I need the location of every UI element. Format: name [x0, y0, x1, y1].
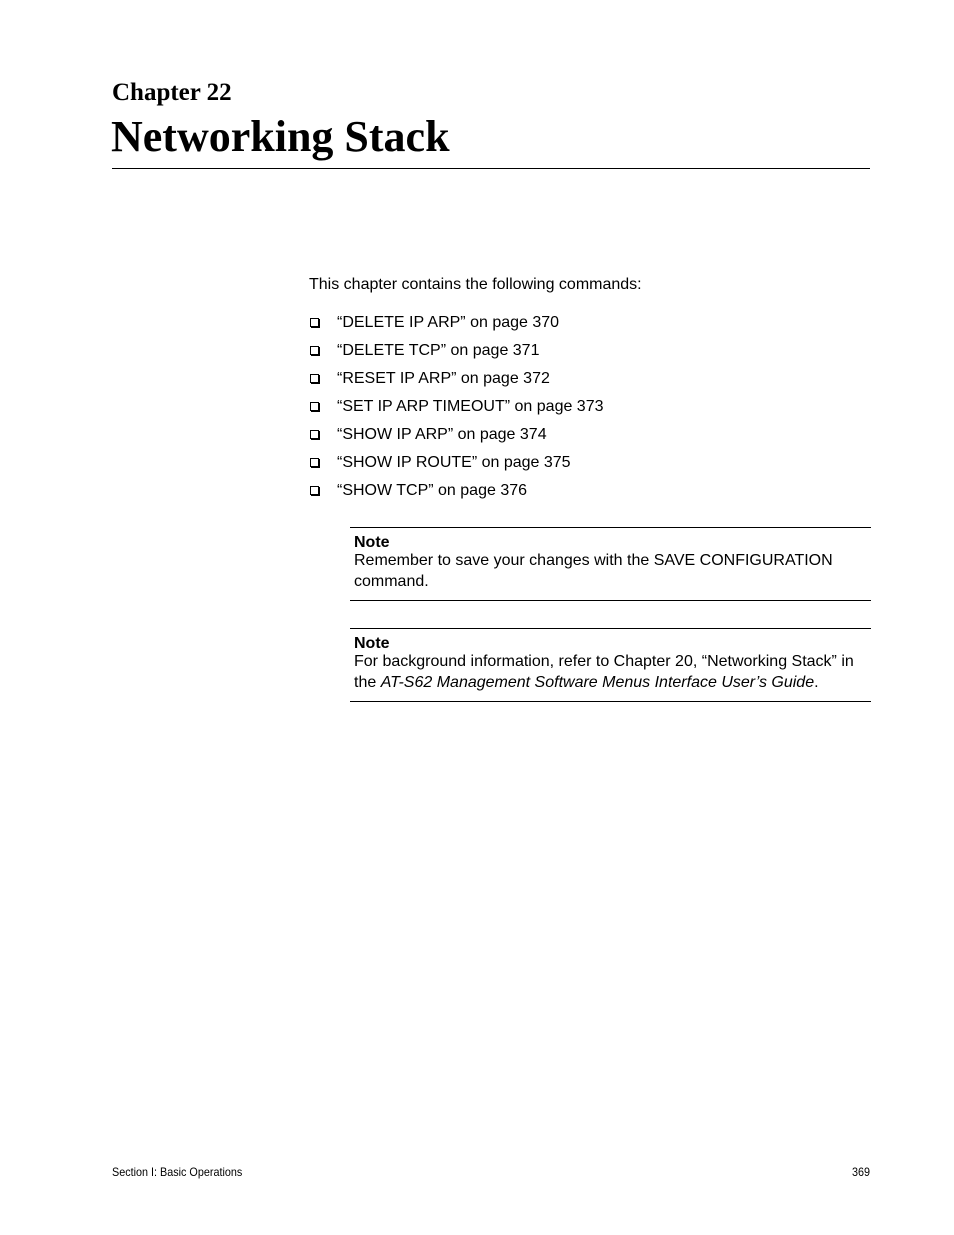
command-link[interactable]: “SHOW IP ROUTE” on page 375 [337, 454, 571, 471]
note-heading: Note [354, 635, 390, 652]
note-background-info [350, 628, 871, 702]
list-item[interactable] [309, 397, 604, 425]
list-item[interactable] [309, 313, 604, 341]
list-item[interactable] [309, 453, 604, 481]
chapter-title: Networking Stack [111, 112, 450, 161]
command-link[interactable]: “RESET IP ARP” on page 372 [337, 370, 550, 387]
note-body-text: For background information, refer to Chapter 20, “Networking Stack” in the [354, 653, 854, 691]
checkbox-bullet-icon [310, 458, 319, 467]
note-body: Remember to save your changes with the SAVE CONFIGURATION command. [354, 552, 833, 590]
note-heading: Note [354, 534, 390, 551]
checkbox-bullet-icon [310, 486, 319, 495]
note-body-end: . [814, 674, 819, 691]
title-rule [112, 168, 870, 169]
note-save-config [350, 527, 871, 601]
footer-section: Section I: Basic Operations [112, 1165, 243, 1179]
list-item[interactable] [309, 341, 604, 369]
checkbox-bullet-icon [310, 402, 319, 411]
command-link[interactable]: “SHOW IP ARP” on page 374 [337, 426, 547, 443]
list-item[interactable] [309, 481, 604, 509]
command-link[interactable]: “SET IP ARP TIMEOUT” on page 373 [337, 398, 604, 415]
chapter-label: Chapter 22 [112, 79, 232, 106]
intro-text: This chapter contains the following commands: [309, 276, 642, 293]
page-number: 369 [851, 1165, 870, 1179]
note-body [354, 651, 869, 693]
checkbox-bullet-icon [310, 318, 319, 327]
command-link[interactable]: “SHOW TCP” on page 376 [337, 482, 528, 499]
checkbox-bullet-icon [310, 346, 319, 355]
command-link[interactable]: “DELETE TCP” on page 371 [337, 342, 540, 359]
checkbox-bullet-icon [310, 430, 319, 439]
list-item[interactable] [309, 369, 604, 397]
command-link[interactable]: “DELETE IP ARP” on page 370 [337, 314, 560, 331]
guide-title: AT-S62 Management Software Menus Interface User’s Guide [380, 674, 815, 691]
list-item[interactable] [309, 425, 604, 453]
command-list [309, 313, 604, 509]
checkbox-bullet-icon [310, 374, 319, 383]
